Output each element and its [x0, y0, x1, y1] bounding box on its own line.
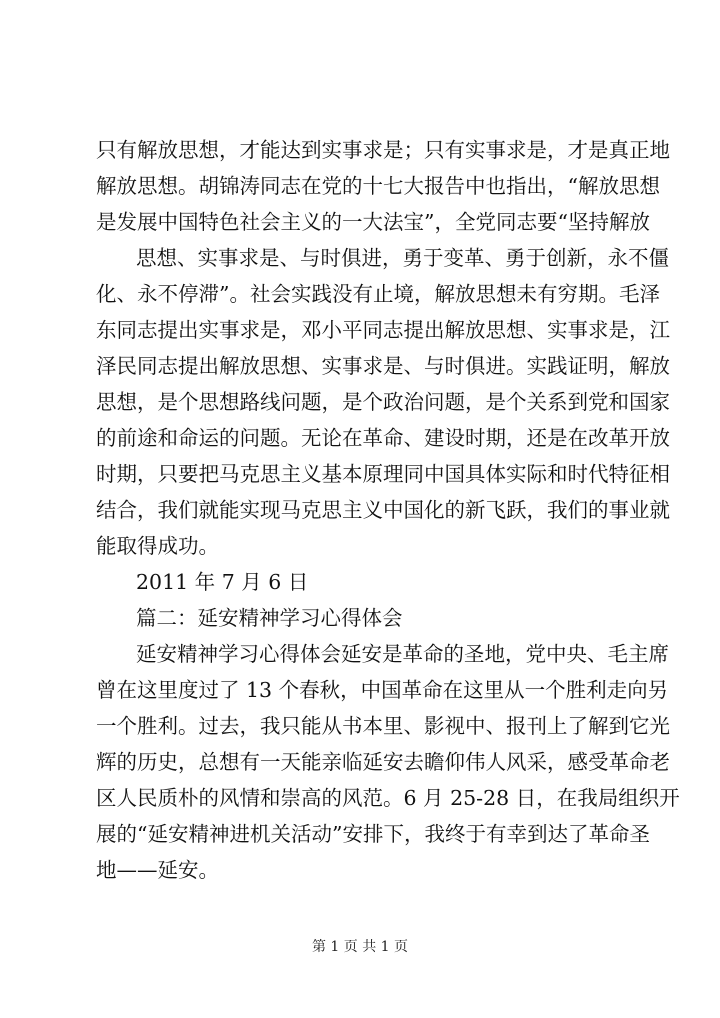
text-line: 是发展中国特色社会主义的一大法宝”，全党同志要“坚持解放	[96, 210, 650, 234]
text-line: 展的“延安精神进机关活动”安排下，我终于有幸到达了革命圣	[96, 822, 650, 846]
text-line: 曾在这里度过了 13 个春秋，中国革命在这里从一个胜利走向另	[96, 678, 669, 702]
text-line: 思想、实事求是、与时俱进，勇于变革、勇于创新，永不僵	[136, 246, 669, 270]
date-line: 2011 年 7 月 6 日	[136, 570, 309, 594]
text-line: 地——延安。	[96, 858, 219, 882]
text-line: 一个胜利。过去，我只能从书本里、影视中、报刊上了解到它光	[96, 714, 670, 738]
text-line: 辉的历史，总想有一天能亲临延安去瞻仰伟人风采，感受革命老	[96, 750, 670, 774]
text-line: 思想，是个思想路线问题，是个政治问题，是个关系到党和国家	[96, 390, 670, 414]
page-number-footer: 第 1 页 共 1 页	[311, 939, 409, 955]
text-line: 时期，只要把马克思主义基本原理同中国具体实际和时代特征相	[96, 462, 670, 486]
text-line: 解放思想。胡锦涛同志在党的十七大报告中也指出，“解放思想	[96, 174, 660, 198]
text-line: 能取得成功。	[96, 534, 219, 558]
text-line: 区人民质朴的风情和崇高的风范。6 月 25-28 日，在我局组织开	[96, 786, 680, 810]
text-line: 东同志提出实事求是，邓小平同志提出解放思想、实事求是，江	[96, 318, 670, 342]
text-line: 只有解放思想，才能达到实事求是；只有实事求是，才是真正地	[96, 138, 670, 162]
text-line: 的前途和命运的问题。无论在革命、建设时期，还是在改革开放	[96, 426, 670, 450]
text-line: 化、永不停滞”。社会实践没有止境，解放思想未有穷期。毛泽	[96, 282, 660, 306]
text-line: 延安精神学习心得体会延安是革命的圣地，党中央、毛主席	[136, 642, 669, 666]
text-line: 泽民同志提出解放思想、实事求是、与时俱进。实践证明，解放	[96, 354, 670, 378]
section-heading: 篇二：延安精神学习心得体会	[136, 606, 403, 630]
text-line: 结合，我们就能实现马克思主义中国化的新飞跃，我们的事业就	[96, 498, 670, 522]
